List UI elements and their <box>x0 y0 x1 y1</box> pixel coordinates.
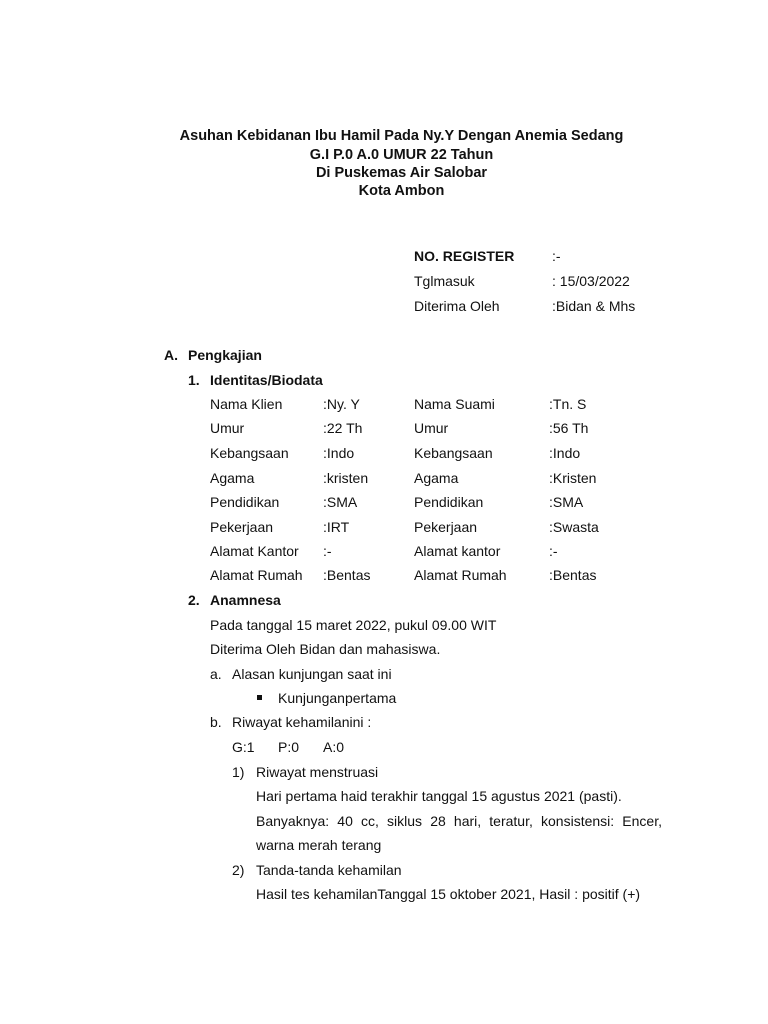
bullet-icon <box>257 695 262 700</box>
suami-label: Pekerjaan <box>414 519 478 535</box>
sub-1-text: Riwayat menstruasi <box>256 764 379 780</box>
item-b-marker: b. <box>210 714 222 730</box>
klien-value: :- <box>323 543 332 559</box>
klien-label: Kebangsaan <box>210 445 289 461</box>
suami-value: :SMA <box>549 494 584 510</box>
sub-2-text: Tanda-tanda kehamilan <box>256 862 402 878</box>
register-label: NO. REGISTER <box>414 248 515 264</box>
section-1-title: Identitas/Biodata <box>210 372 323 388</box>
item-a-marker: a. <box>210 666 222 682</box>
suami-value: :- <box>549 543 558 559</box>
gpa-a: A:0 <box>323 739 345 755</box>
diterima-value: :Bidan & Mhs <box>552 298 636 314</box>
warna-line: warna merah terang <box>256 837 382 853</box>
suami-label: Agama <box>414 470 459 486</box>
suami-label: Umur <box>414 420 449 436</box>
register-value: :- <box>552 248 561 264</box>
tglmasuk-label: Tglmasuk <box>414 273 475 289</box>
suami-value: :Indo <box>549 445 581 461</box>
klien-value: :kristen <box>323 470 369 486</box>
suami-value: :Swasta <box>549 519 599 535</box>
klien-label: Alamat Rumah <box>210 567 303 583</box>
suami-value: :Bentas <box>549 567 597 583</box>
tglmasuk-value: : 15/03/2022 <box>552 273 630 289</box>
suami-value: :Tn. S <box>549 396 587 412</box>
item-b-text: Riwayat kehamilanini : <box>232 714 372 730</box>
suami-label: Pendidikan <box>414 494 484 510</box>
klien-label: Nama Klien <box>210 396 283 412</box>
gpa-g: G:1 <box>232 739 255 755</box>
section-2-title: Anamnesa <box>210 592 281 608</box>
klien-value: :Bentas <box>323 567 371 583</box>
suami-value: :Kristen <box>549 470 597 486</box>
hpht-line: Hari pertama haid terakhir tanggal 15 agustus 2021 (pasti). <box>256 788 622 804</box>
klien-label: Alamat Kantor <box>210 543 299 559</box>
suami-label: Kebangsaan <box>414 445 493 461</box>
anamnesa-received-line: Diterima Oleh Bidan dan mahasiswa. <box>210 641 441 657</box>
item-a-bullet-text: Kunjunganpertama <box>278 690 397 706</box>
tes-kehamilan-line: Hasil tes kehamilanTanggal 15 oktober 2021, Hasil : positif (+) <box>256 886 641 902</box>
document-title-line-1: Asuhan Kebidanan Ibu Hamil Pada Ny.Y Dengan Anemia Sedang <box>179 128 624 144</box>
suami-label: Alamat kantor <box>414 543 501 559</box>
suami-label: Nama Suami <box>414 396 495 412</box>
klien-label: Pekerjaan <box>210 519 274 535</box>
document-title-line-3: Di Puskemas Air Salobar <box>315 165 488 181</box>
klien-value: :Ny. Y <box>323 396 360 412</box>
item-a-text: Alasan kunjungan saat ini <box>232 666 392 682</box>
klien-value: :SMA <box>323 494 358 510</box>
suami-value: :56 Th <box>549 420 589 436</box>
gpa-p: P:0 <box>278 739 300 755</box>
anamnesa-date-line: Pada tanggal 15 maret 2022, pukul 09.00 WIT <box>210 617 497 633</box>
diterima-label: Diterima Oleh <box>414 298 500 314</box>
document-title-line-4: Kota Ambon <box>358 183 445 199</box>
klien-label: Umur <box>210 420 245 436</box>
section-a-title: Pengkajian <box>188 347 262 363</box>
banyaknya-line: Banyaknya: 40 cc, siklus 28 hari, teratur, konsistensi: Encer, <box>256 813 662 829</box>
section-1-marker: 1. <box>188 372 200 388</box>
section-a-marker: A. <box>164 347 178 363</box>
sub-2-marker: 2) <box>232 862 245 878</box>
document-title-line-2: G.I P.0 A.0 UMUR 22 Tahun <box>309 147 494 163</box>
klien-label: Pendidikan <box>210 494 280 510</box>
klien-value: :Indo <box>323 445 355 461</box>
suami-label: Alamat Rumah <box>414 567 507 583</box>
klien-value: :IRT <box>323 519 350 535</box>
sub-1-marker: 1) <box>232 764 245 780</box>
klien-label: Agama <box>210 470 255 486</box>
section-2-marker: 2. <box>188 592 200 608</box>
klien-value: :22 Th <box>323 420 363 436</box>
